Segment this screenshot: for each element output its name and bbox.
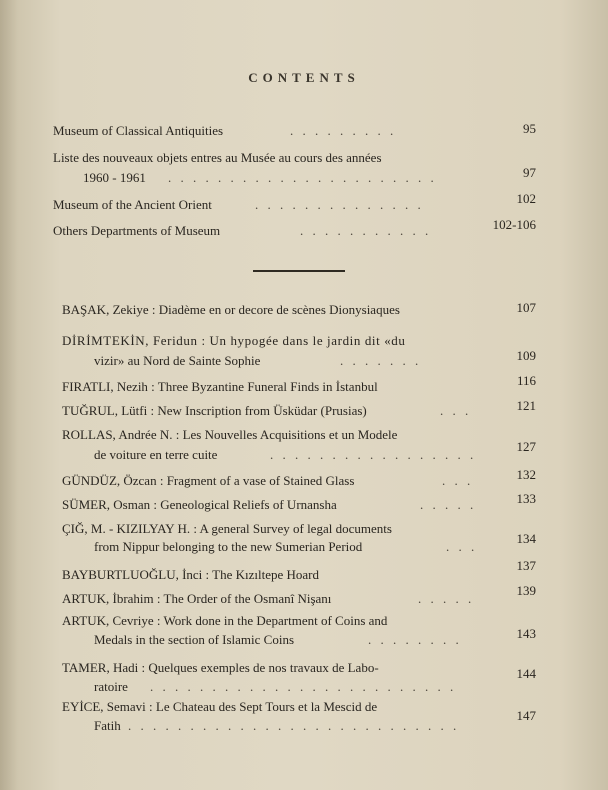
toc-entry-text: TAMER, Hadi : Quelques exemples de nos travaux de Labo- [62,660,379,675]
toc-entry-text: Museum of the Ancient Orient [53,197,212,212]
page-number: 134 [516,531,536,546]
page-number: 102-106 [492,217,536,232]
page-number: 137 [516,558,536,573]
page-number: 143 [516,626,536,641]
leader-dots: . . . . . . . . [368,632,462,647]
leader-dots: . . . . . . . . . [290,123,397,138]
toc-entry-text: de voiture en terre cuite [94,447,218,462]
page-number: 121 [516,398,536,413]
leader-dots: . . . . . . . [340,353,422,368]
toc-entry-text: ÇIĞ, M. - KIZILYAY H. : A general Survey of legal documents [62,521,392,536]
toc-entry-text: 1960 - 1961 [83,170,146,185]
page-number: 144 [516,666,536,681]
leader-dots: . . . [446,539,478,554]
toc-entry-text: SÜMER, Osman : Geneological Reliefs of Urnansha [62,497,337,512]
section-divider [253,270,345,272]
page-title: CONTENTS [248,70,360,85]
toc-entry-text: Medals in the section of Islamic Coins [94,632,295,647]
leader-dots: . . . . . . . . . . . [300,223,432,238]
toc-entry-text: Museum of Classical Antiquities [53,123,224,138]
page-number: 133 [516,491,536,506]
toc-entry-text: ratoire [94,679,128,694]
leader-dots: . . . . . [418,591,475,606]
toc-entry-text: BAŞAK, Zekiye : Diadème en or decore de scènes Dionysiaques [62,302,400,317]
toc-entry-text: Fatih [94,718,121,733]
leader-dots: . . . . . [420,497,477,512]
leader-dots: . . . . . . . . . . . . . . . . . [270,447,477,462]
toc-entry-text: BAYBURTLUOĞLU, İnci : The Kızıltepe Hoard [62,567,320,582]
leader-dots: . . . . . . . . . . . . . . . . . . . . . . [168,170,437,185]
leader-dots: . . . . . . . . . . . . . . . . . . . . . . . . . [150,679,457,694]
toc-entry-text: DİRİMTEKİN, Feridun : Un hypogée dans le jardin dit «du [62,333,406,348]
toc-entry-text: ARTUK, Cevriye : Work done in the Department of Coins and [62,613,388,628]
toc-entry-text: Others Departments of Museum [53,223,221,238]
page-number: 95 [523,121,536,136]
toc-entry-text: TUĞRUL, Lütfi : New Inscription from Üsküdar (Prusias) [62,403,367,418]
toc-entry-text: EYİCE, Semavi : Le Chateau des Sept Tours et la Mescid de [62,699,378,714]
toc-entry-text: FIRATLI, Nezih : Three Byzantine Funeral Finds in İstanbul [62,379,378,394]
page-number: 132 [516,467,536,482]
leader-dots: . . . . . . . . . . . . . . [255,197,424,212]
page-number: 109 [516,348,536,363]
page-number: 97 [523,165,536,180]
page-number: 147 [516,708,536,723]
page-number: 116 [516,373,536,388]
page-number: 139 [516,583,536,598]
toc-entry-text: ARTUK, İbrahim : The Order of the Osmanî Nişanı [62,591,332,606]
leader-dots: . . . [442,473,474,488]
toc-entry-text: Liste des nouveaux objets entres au Musée au cours des années [53,150,382,165]
leader-dots: . . . [440,403,472,418]
toc-entry-text: from Nippur belonging to the new Sumerian Period [94,539,363,554]
page-number: 102 [516,191,536,206]
toc-entry-text: ROLLAS, Andrée N. : Les Nouvelles Acquisitions et un Modele [62,427,398,442]
toc-entry-text: GÜNDÜZ, Özcan : Fragment of a vase of Stained Glass [62,473,355,488]
page-number: 127 [516,439,536,454]
page-number: 107 [516,300,536,315]
leader-dots: . . . . . . . . . . . . . . . . . . . . . . . . . . . [128,718,460,733]
toc-entry-text: vizir» au Nord de Sainte Sophie [94,353,261,368]
